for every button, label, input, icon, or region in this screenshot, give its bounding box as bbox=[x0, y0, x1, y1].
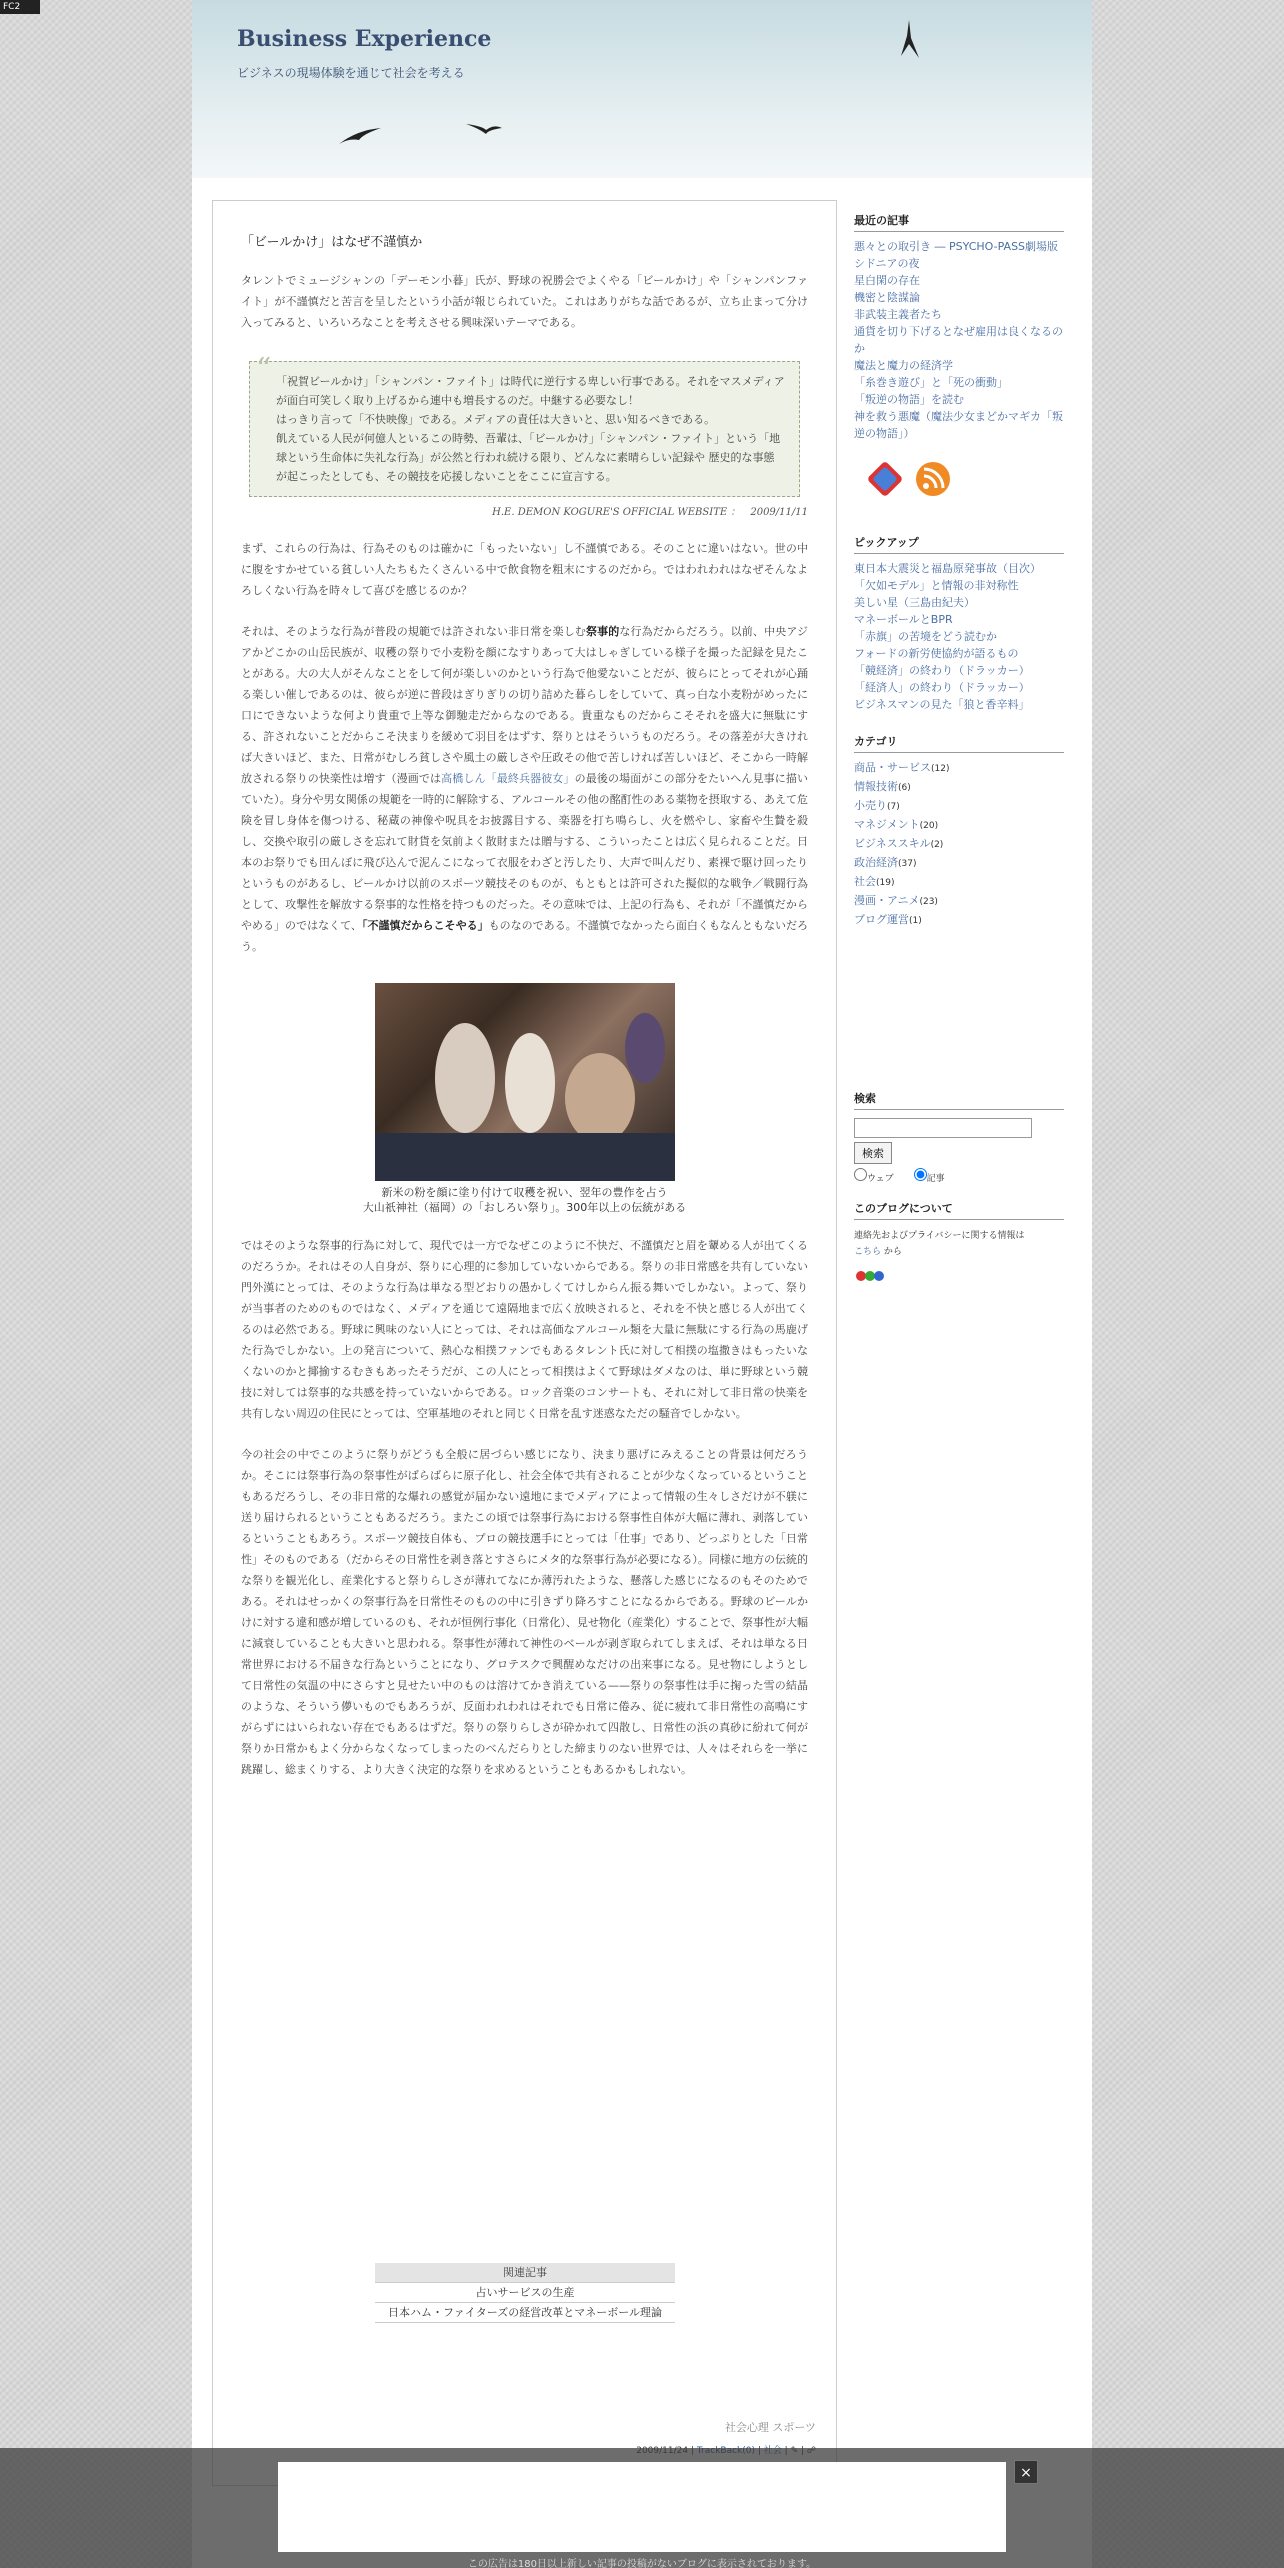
pickup-list bbox=[854, 560, 1064, 713]
category-link[interactable]: 商品・サービス bbox=[854, 761, 931, 774]
sidebar bbox=[854, 200, 1064, 1288]
category-count: (37) bbox=[898, 859, 917, 869]
about-suffix: から bbox=[883, 1247, 902, 1257]
community-icon[interactable] bbox=[854, 1268, 886, 1284]
category-item bbox=[854, 873, 1064, 892]
recent-item[interactable]: 機密と陰謀論 bbox=[854, 291, 920, 304]
pickup-item[interactable]: フォードの新労使協約が語るもの bbox=[854, 647, 1019, 660]
photo-caption: 新米の粉を顔に塗り付けて収穫を祝い、翌年の豊作を占う 大山祇神社（福岡）の「おしろい祭り」。300年以上の伝統がある bbox=[362, 1186, 687, 1214]
category-item bbox=[854, 835, 1064, 854]
recent-item[interactable]: 「糸巻き遊び」と「死の衝動」 bbox=[854, 376, 1008, 389]
category-link[interactable]: ブログ運営 bbox=[854, 913, 909, 926]
about-title: このブログについて bbox=[854, 1200, 1064, 1220]
category-item bbox=[854, 797, 1064, 816]
recent-item[interactable]: 「叛逆の物語」を読む bbox=[854, 393, 964, 406]
quote-cite: H.E. DEMON KOGURE'S OFFICIAL WEBSITE ： 2009/11/11 bbox=[492, 507, 808, 518]
about-link[interactable]: こちら bbox=[854, 1247, 882, 1257]
paragraph: まず、これらの行為は、行為そのものは確かに「もったいない」し不謹慎である。そのことに違いはない。世の中に腹をすかせている貧しい人たちもたくさんいる中で飲食物を粗末にするのだから。ではわれわれはなぜそんなよろしくない行為を時々して喜びを感じるのか？ bbox=[241, 542, 808, 597]
category-count: (2) bbox=[930, 840, 944, 850]
category-title: カテゴリ bbox=[854, 733, 1064, 753]
radio-web-label: ウェブ bbox=[867, 1174, 894, 1184]
radio-entry-label: 記事 bbox=[926, 1174, 945, 1184]
search-input[interactable] bbox=[854, 1118, 1032, 1138]
fc2-badge[interactable]: FC2 bbox=[0, 0, 40, 14]
bird-icon bbox=[337, 124, 383, 148]
entry-intro: タレントでミュージシャンの「デーモン小暮」氏が、野球の祝勝会でよくやる「ビールかけ」や「シャンパンファイト」が不謹慎だと苦言を呈したという小話が報じられていた。これはありがちな話であるが、立ち止まって分け入ってみると、いろいろなことを考えさせる興味深いテーマである。 bbox=[241, 274, 808, 329]
recent-title: 最近の記事 bbox=[854, 212, 1064, 232]
rss-icon[interactable] bbox=[914, 460, 952, 498]
paragraph bbox=[241, 621, 808, 957]
feed-icons bbox=[854, 454, 1064, 504]
category-count: (1) bbox=[909, 916, 922, 926]
main-content bbox=[212, 200, 837, 2486]
related-articles bbox=[375, 2263, 675, 2323]
festival-photo[interactable] bbox=[375, 983, 675, 1181]
paragraph: ではそのような祭事的行為に対して、現代では一方でなぜこのように不快だ、不謹慎だと眉を顰める人が出てくるのだろうか。それはその人自身が、祭りに心理的に参加していないからである。祭りの非日常感を共有していない門外漢にとっては、そのような行為は単なる型どおりの愚かしくてけしからん振る舞いでしかない。よって、祭りが当事者のためのものではなく、メディアを通じて遠隔地まで広く放映されると、それを不快と感じる人が出てくるのは必然である。野球に興味のない人にとっては、それは高価なアルコール類を大量に無駄にする行為の馬鹿げた行為でしかない。上の発言について、熱心な相撲ファンでもあるタレント氏に対して相撲の塩撒きはもったいなくないのかと揶揄するむきもあったそうだが、この人にとって相撲はよくて野球はダメなのは、単に野球という競技に対しては祭事的な共感を持っていないからである。ロック音楽のコンサートも、それに対して非日常の快楽を共有しない周辺の住民にとっては、空軍基地のそれと同じく日常を乱す迷惑なただの騒音でしかない。 bbox=[241, 1239, 808, 1420]
recent-item[interactable]: 非武装主義者たち bbox=[854, 308, 942, 321]
category-link[interactable]: 小売り bbox=[854, 799, 887, 812]
site-header bbox=[192, 0, 1092, 178]
bold-text: 祭事的 bbox=[586, 625, 620, 638]
entry bbox=[213, 231, 836, 1780]
category-count: (6) bbox=[898, 783, 911, 793]
category-item bbox=[854, 892, 1064, 911]
category-item bbox=[854, 759, 1064, 778]
pickup-item[interactable]: 美しい星（三島由紀夫） bbox=[854, 596, 975, 609]
search-scope bbox=[854, 1168, 1064, 1184]
bookmark-icon[interactable] bbox=[866, 460, 904, 498]
category-link[interactable]: 政治経済 bbox=[854, 856, 898, 869]
category-item bbox=[854, 778, 1064, 797]
pickup-item[interactable]: 「欠如モデル」と情報の非対称性 bbox=[854, 579, 1019, 592]
entry-tags[interactable]: 社会心理 スポーツ bbox=[724, 2421, 816, 2434]
recent-item[interactable]: 魔法と魔力の経済学 bbox=[854, 359, 953, 372]
radio-entry[interactable] bbox=[914, 1168, 927, 1181]
category-link[interactable]: 情報技術 bbox=[854, 780, 898, 793]
site-description: ビジネスの現場体験を通じて社会を考える bbox=[237, 66, 465, 80]
text: ものなのである。不謹慎でなかったら面白くもなんともないだろう。 bbox=[241, 919, 809, 953]
about-desc: 連絡先およびプライバシーに関する情報は bbox=[854, 1231, 1025, 1241]
recent-list bbox=[854, 238, 1064, 442]
category-count: (12) bbox=[931, 764, 950, 774]
search-title: 検索 bbox=[854, 1090, 1064, 1110]
pickup-item[interactable]: 「赤旗」の苦境をどう読むか bbox=[854, 630, 997, 643]
category-count: (23) bbox=[919, 897, 938, 907]
about-text bbox=[854, 1228, 1064, 1260]
pickup-item[interactable]: ビジネスマンの見た「狼と香辛料」 bbox=[854, 698, 1030, 711]
text: の最後の場面がこの部分をたいへん見事に描いていた）。身分や男女関係の規範を一時的に解除する、アルコールその他の酩酊性のある薬物を摂取する、あえて危険を冒し身体を傷つける、秘蔵の神像や呪具をお披露目する、楽器を打ち鳴らし、火を燃やし、家畜や生贄を殺し、交換や取引の厳しさを忘れて財貨を気前よく散財または贈与する、こういったことは広く見られることだ。日本のお祭りでも田んぼに飛び込んで泥んこになって衣服をわざと汚したり、大声で叫んだり、素裸で駆け回ったりというものがあるし、ビールかけ以前のスポーツ競技そのものが、もともとは許可された擬似的な戦争／戦闘行為として、攻撃性を解放する祭事的な性格を持つものだった。その意味では、上記の行為も、それが「不謹慎だからやめる」のではなくて、 bbox=[241, 772, 809, 932]
blockquote bbox=[249, 352, 800, 497]
category-count: (7) bbox=[887, 802, 900, 812]
category-link[interactable]: マネジメント bbox=[854, 818, 920, 831]
pickup-title: ピックアップ bbox=[854, 534, 1064, 554]
recent-item[interactable]: 通貨を切り下げるとなぜ雇用は良くなるのか bbox=[854, 325, 1063, 355]
category-list bbox=[854, 759, 1064, 930]
ad-overlay bbox=[0, 2448, 1284, 2568]
close-icon[interactable]: × bbox=[1014, 2460, 1038, 2484]
recent-item[interactable]: シドニアの夜 bbox=[854, 257, 920, 270]
pickup-item[interactable]: 「経済人」の終わり（ドラッカー） bbox=[854, 681, 1030, 694]
related-item[interactable]: 占いサービスの生産 bbox=[375, 2283, 675, 2303]
bold-text: 「不謹慎だからこそやる」 bbox=[361, 919, 489, 932]
bird-icon bbox=[464, 120, 504, 138]
category-item bbox=[854, 854, 1064, 873]
pickup-item[interactable]: マネーボールとBPR bbox=[854, 613, 953, 626]
recent-item[interactable]: 星白閑の存在 bbox=[854, 274, 920, 287]
ad-box[interactable] bbox=[278, 2462, 1006, 2552]
entry-title[interactable]: 「ビールかけ」はなぜ不謹慎か bbox=[241, 235, 423, 250]
photo-figure bbox=[241, 983, 808, 1215]
pickup-item[interactable]: 東日本大震災と福島原発事故（目次） bbox=[854, 562, 1041, 575]
site-title[interactable]: Business Experience bbox=[237, 26, 492, 52]
category-link[interactable]: 社会 bbox=[854, 875, 876, 888]
text: な行為だからだろう。以前、中央アジアかどこかの山岳民族が、収穫の祭りで小麦粉を顔になすりあって大はしゃぎしている様子を撮った記録を見たことがある。大の大人がそんなことをして何が楽しいのかという行為で他愛ないことだが、彼らにとってそれが心踊る楽しい催しであるのは、彼らが逆に普段はぎりぎりの切り詰めた暮らしをしていて、真っ白な小麦粉がめったに口にできないような何より貴重で上等な御馳走だからなのである。貴重なものだからこそそれを盛大に無駄にする、許されないことだからこそ決まりを緩めて羽目をはずす、祭りとはそういうものだろう。その落差が大きければ大きいほど、また、日常がむしろ貧しさや風土の厳しさや圧政その他で苦しければ苦しいほど、そこから一時解放される祭りの快楽性は増す（漫画では bbox=[241, 625, 809, 785]
recent-item[interactable]: 神を救う悪魔（魔法少女まどかマギカ「叛逆の物語」） bbox=[854, 410, 1063, 440]
ad-notice: この広告は180日以上新しい記事の投稿がないブログに表示されております。 bbox=[467, 2559, 817, 2568]
category-item bbox=[854, 816, 1064, 835]
bird-icon bbox=[897, 18, 921, 60]
category-item bbox=[854, 911, 1064, 930]
search-button[interactable]: 検索 bbox=[854, 1142, 892, 1164]
related-heading: 関連記事 bbox=[375, 2263, 675, 2283]
category-count: (20) bbox=[919, 821, 939, 831]
pickup-item[interactable]: 「競経済」の終わり（ドラッカー） bbox=[854, 664, 1030, 677]
page-wrapper bbox=[192, 0, 1092, 2568]
category-link[interactable]: ビジネススキル bbox=[854, 837, 931, 850]
radio-web[interactable] bbox=[854, 1168, 867, 1181]
quote-text: 「祝賀ビールかけ」「シャンパン・ファイト」は時代に逆行する卑しい行事である。それをマスメディアが面白可笑しく取り上げるから連中も増長するのだ。中継する必要なし！ はっきり言って「不快映像」である。メディアの責任は大きいと、思い知るべきである。 飢えている人民が何億人といるこの時勢、吾輩は、「ビールかけ」「シャンパン・ファイト」という「地球という生命体に失礼な行為」が公然と行われ続ける限り、どんなに素晴らしい記録や 歴史的な事態が起こったとしても、その競技を応援しないことをここに宣言する。 bbox=[276, 375, 785, 483]
related-item[interactable]: 日本ハム・ファイターズの経営改革とマネーボール理論 bbox=[375, 2303, 675, 2323]
quote-mark-icon: “ bbox=[256, 352, 272, 387]
paragraph: 今の社会の中でこのように祭りがどうも全般に居づらい感じになり、決まり悪げにみえることの背景は何だろうか。そこには祭事行為の祭事性がばらばらに原子化し、社会全体で共有されることが少なくなっているということもあるだろうし、その非日常的な爆れの感覚が届かない遠地にまでメディアによって情報の生々しさだけが不躾に送り届けられるということもあるだろう。またこの頃では祭事行為における祭事性自体が大幅に薄れ、剥落しているということもあろう。スポーツ競技自体も、プロの競技選手にとっては「仕事」であり、どっぷりとした「日常性」そのものである（だからその日常性を剥き落とすさらにメタ的な祭事行為が必要になる）。同様に地方の伝統的な祭りを観光化し、産業化すると祭りらしさが薄れてなにか薄汚れたような、懸落した感じになるのもそのためである。それはせっかくの祭事行為を日常性そのものの中に引きずり降ろすことになるからである。野球のビールかけに対する違和感が増しているのも、それが恒例行事化（日常化）、見せ物化（産業化）することで、祭事性が大幅に減衰していることも大きいと思われる。祭事性が薄れて神性のベールが剥ぎ取られてしまえば、それは単なる日常世界における不届きな行為ということになり、グロテスクで興醒めなだけの出来事になる。見せ物にしようとして日常性の気温の中にさらすと見せたい中のものは溶けてかき消えている——祭りの祭事性は手に掬った雪の結晶のような、そういう儚いものでもあろうが、反面われわれはそれでも日常に倦み、従に疲れて非日常性の高鳴にすがらずにはいられない存在でもあるはずだ。祭りの祭りらしさが砕かれて四散し、日常性の浜の真砂に紛れて何が祭りか日常かもよく分からなくなってしまったのべんだらりとした締まりのない世界では、人々はそれらを一挙に跳躍し、総まくりする、より大きく決定的な祭りを求めるということもあるかもしれない。 bbox=[241, 1448, 808, 1776]
category-count: (19) bbox=[876, 878, 895, 888]
category-link[interactable]: 漫画・アニメ bbox=[854, 894, 920, 907]
text: それは、そのような行為が普段の規範では許されない非日常を楽しむ bbox=[241, 625, 586, 638]
manga-link[interactable]: 高橋しん「最終兵器彼女」 bbox=[441, 772, 575, 785]
recent-item[interactable]: 悪々との取引き ― PSYCHO-PASS劇場版 bbox=[854, 240, 1059, 253]
